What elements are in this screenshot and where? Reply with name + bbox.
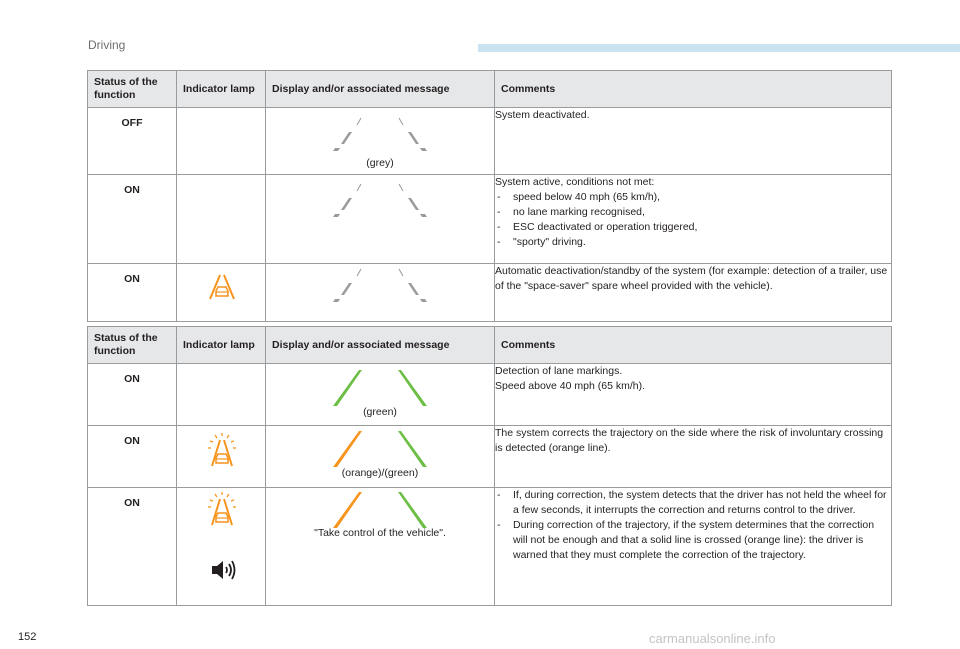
display-cell <box>266 488 495 606</box>
status-value: OFF <box>88 108 177 175</box>
column-header-indicator: Indicator lamp <box>177 71 266 108</box>
list-item: - If, during correction, the system detects that the driver has not held the wheel for a few seconds, it interrupts the correction and returns control to the driver. <box>495 488 891 518</box>
lane-assist-status-table-1 <box>87 70 892 322</box>
section-title: Driving <box>88 38 126 52</box>
list-item: - During correction of the trajectory, if the system determines that the correction will not be enough and that a solid line is crossed (orange line): the driver is warned that they must complete the correction of the trajectory. <box>495 518 891 563</box>
comment-text: Automatic deactivation/standby of the system (for example: detection of a trailer, use of the "space-saver" spare wheel provided with the vehicle). <box>495 265 888 292</box>
display-cell <box>266 108 495 175</box>
column-header-status: Status of the function <box>88 71 177 108</box>
comment-cell <box>495 175 892 264</box>
status-value: ON <box>88 364 177 426</box>
display-cell <box>266 364 495 426</box>
column-header-display: Display and/or associated message <box>266 71 495 108</box>
status-value: ON <box>88 175 177 264</box>
display-caption: (grey) <box>366 157 394 169</box>
indicator-lamp-cell <box>177 426 266 488</box>
comment-cell <box>495 108 892 175</box>
display-caption: (green) <box>363 406 397 418</box>
display-caption: (orange)/(green) <box>341 467 419 479</box>
comment-text: System deactivated. <box>495 109 590 121</box>
indicator-lamp-cell <box>177 264 266 322</box>
comment-text: The system corrects the trajectory on the side where the risk of involuntary crossing is detected (orange line). <box>495 427 884 454</box>
status-value: ON <box>88 426 177 488</box>
display-cell <box>266 175 495 264</box>
column-header-comments: Comments <box>495 71 892 108</box>
indicator-lamp-cell <box>177 108 266 175</box>
column-header-comments: Comments <box>495 327 892 364</box>
watermark: carmanualsonline.info <box>649 631 776 646</box>
header-bar <box>478 44 960 52</box>
indicator-lamp-cell <box>177 175 266 264</box>
comment-bullet-list <box>495 190 891 250</box>
comment-line: Speed above 40 mph (65 km/h). <box>495 380 646 392</box>
column-header-display: Display and/or associated message <box>266 327 495 364</box>
table-row <box>88 264 892 322</box>
lane-markings-grey-icon <box>333 117 427 153</box>
table-row <box>88 175 892 264</box>
comment-cell <box>495 264 892 322</box>
list-item: - ESC deactivated or operation triggered, <box>495 220 891 235</box>
comment-cell <box>495 364 892 426</box>
table-row <box>88 108 892 175</box>
lane-assist-status-table-2 <box>87 326 892 606</box>
lane-markings-grey-icon <box>333 268 427 304</box>
lane-assist-warning-icon <box>207 274 237 300</box>
comment-bullet-list <box>495 488 891 563</box>
indicator-lamp-cell <box>177 488 266 606</box>
comment-line: Detection of lane markings. <box>495 365 623 377</box>
column-header-status: Status of the function <box>88 327 177 364</box>
display-cell <box>266 426 495 488</box>
status-value: ON <box>88 488 177 606</box>
speaker-icon <box>210 559 236 581</box>
status-value: ON <box>88 264 177 322</box>
table-row <box>88 426 892 488</box>
table-row <box>88 364 892 426</box>
list-item: - "sporty" driving. <box>495 235 891 250</box>
comment-cell <box>495 488 892 606</box>
indicator-lamp-cell <box>177 364 266 426</box>
table-row <box>88 488 892 606</box>
comment-cell <box>495 426 892 488</box>
list-item: - no lane marking recognised, <box>495 205 891 220</box>
display-cell <box>266 264 495 322</box>
table-header-row <box>88 327 892 364</box>
lane-markings-orange-green-icon <box>333 431 427 467</box>
display-caption: "Take control of the vehicle". <box>314 527 446 539</box>
page-number: 152 <box>18 631 37 643</box>
lane-assist-active-icon <box>207 433 237 467</box>
lane-markings-green-icon <box>333 370 427 406</box>
list-item: - speed below 40 mph (65 km/h), <box>495 190 891 205</box>
lane-assist-active-icon <box>207 492 237 526</box>
column-header-indicator: Indicator lamp <box>177 327 266 364</box>
table-header-row <box>88 71 892 108</box>
comment-intro: System active, conditions not met: <box>495 176 655 188</box>
lane-markings-orange-green-icon <box>333 492 427 528</box>
lane-markings-grey-icon <box>333 183 427 219</box>
